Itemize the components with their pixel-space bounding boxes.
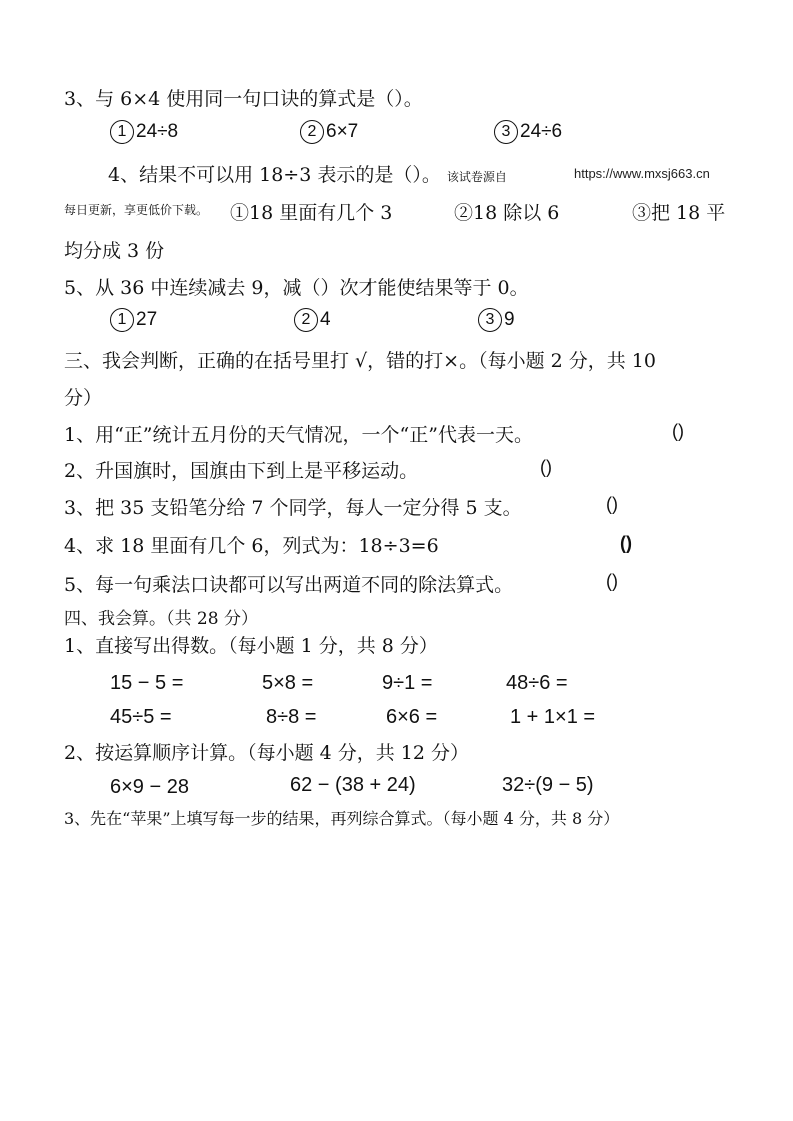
q5-option-2 [294, 308, 331, 332]
judge-item-4 [64, 531, 439, 558]
calc-1-2: 5×8 = [262, 672, 314, 694]
q5-text: 5、从 36 中连续减去 9，减（）次才能使结果等于 0。 [64, 277, 529, 299]
q4-option-3a: ③把 18 平 [632, 202, 726, 224]
q5-option-1-text: 27 [136, 309, 158, 331]
circled-number-icon: 1 [110, 120, 134, 144]
q3-option-2-text: 6×7 [326, 121, 359, 143]
calc-2-2: 8÷8 = [266, 706, 317, 728]
q3-option-3-text: 24÷6 [520, 121, 563, 143]
judge-paren-5[interactable]: () [606, 571, 618, 591]
circled-number-icon: 1 [110, 308, 134, 332]
calc-2-1: 45÷5 = [110, 706, 172, 728]
source-note: 该试卷源自 [446, 170, 507, 184]
calc-3-2: 62 − (38 + 24) [290, 774, 416, 796]
q5-option-3-text: 9 [504, 309, 515, 331]
q4-text [108, 160, 507, 187]
judge-item-2: 2、升国旗时，国旗由下到上是平移运动。 [64, 460, 419, 482]
q3-option-3 [494, 120, 562, 144]
calc-1-1: 15 − 5 = [110, 672, 184, 694]
judge-item-4-text: 4、求 18 里面有几个 6，列式为：18÷3=6 [64, 535, 439, 557]
q4-option-3b: 均分成 3 份 [64, 240, 165, 262]
q3-option-1 [110, 120, 178, 144]
circled-number-icon: 2 [300, 120, 324, 144]
section3-title: 三、我会判断，正确的在括号里打 √，错的打×。（每小题 2 分，共 10 [64, 350, 656, 372]
judge-item-5: 5、每一句乘法口诀都可以写出两道不同的除法算式。 [64, 574, 514, 596]
judge-paren-1[interactable]: () [672, 421, 684, 441]
judge-item-1: 1、用“正”统计五月份的天气情况，一个“正”代表一天。 [64, 424, 533, 446]
q5-option-2-text: 4 [320, 309, 331, 331]
calc-2-4: 1 + 1×1 = [510, 706, 596, 728]
circled-number-icon: 3 [494, 120, 518, 144]
circled-number-icon: 3 [478, 308, 502, 332]
calc-2-3: 6×6 = [386, 706, 438, 728]
q4-options-line [64, 199, 208, 218]
q3-option-2 [300, 120, 358, 144]
q3-text: 3、与 6×4 使用同一句口诀的算式是（）。 [64, 88, 423, 110]
section3-title-cont: 分） [64, 387, 103, 409]
source-url[interactable]: https://www.mxsj663.cn [574, 166, 710, 181]
calc-1-4: 48÷6 = [506, 672, 568, 694]
judge-paren-2[interactable]: () [540, 457, 552, 477]
q5-option-3 [478, 308, 515, 332]
q4-option-2: ②18 除以 6 [454, 202, 560, 224]
section4-sub1: 1、直接写出得数。（每小题 1 分，共 8 分） [64, 635, 438, 657]
q4-stem: 4、结果不可以用 18÷3 表示的是（）。 [108, 164, 441, 186]
circled-number-icon: 2 [294, 308, 318, 332]
calc-3-3: 32÷(9 − 5) [502, 774, 594, 796]
calc-1-3: 9÷1 = [382, 672, 433, 694]
q4-option-1: ①18 里面有几个 3 [230, 202, 393, 224]
section4-sub2: 2、按运算顺序计算。（每小题 4 分，共 12 分） [64, 742, 470, 764]
source-note-2: 每日更新，享更低价下载。 [64, 203, 209, 217]
section4-title: 四、我会算。（共 28 分） [64, 609, 258, 629]
q5-option-1 [110, 308, 157, 332]
judge-paren-4[interactable]: () [620, 533, 632, 553]
section4-sub3: 3、先在“苹果”上填写每一步的结果，再列综合算式。（每小题 4 分，共 8 分） [64, 809, 620, 828]
judge-paren-3[interactable]: () [606, 494, 618, 514]
judge-item-3: 3、把 35 支铅笔分给 7 个同学，每人一定分得 5 支。 [64, 497, 522, 519]
q3-option-1-text: 24÷8 [136, 121, 179, 143]
calc-3-1: 6×9 − 28 [110, 776, 189, 798]
